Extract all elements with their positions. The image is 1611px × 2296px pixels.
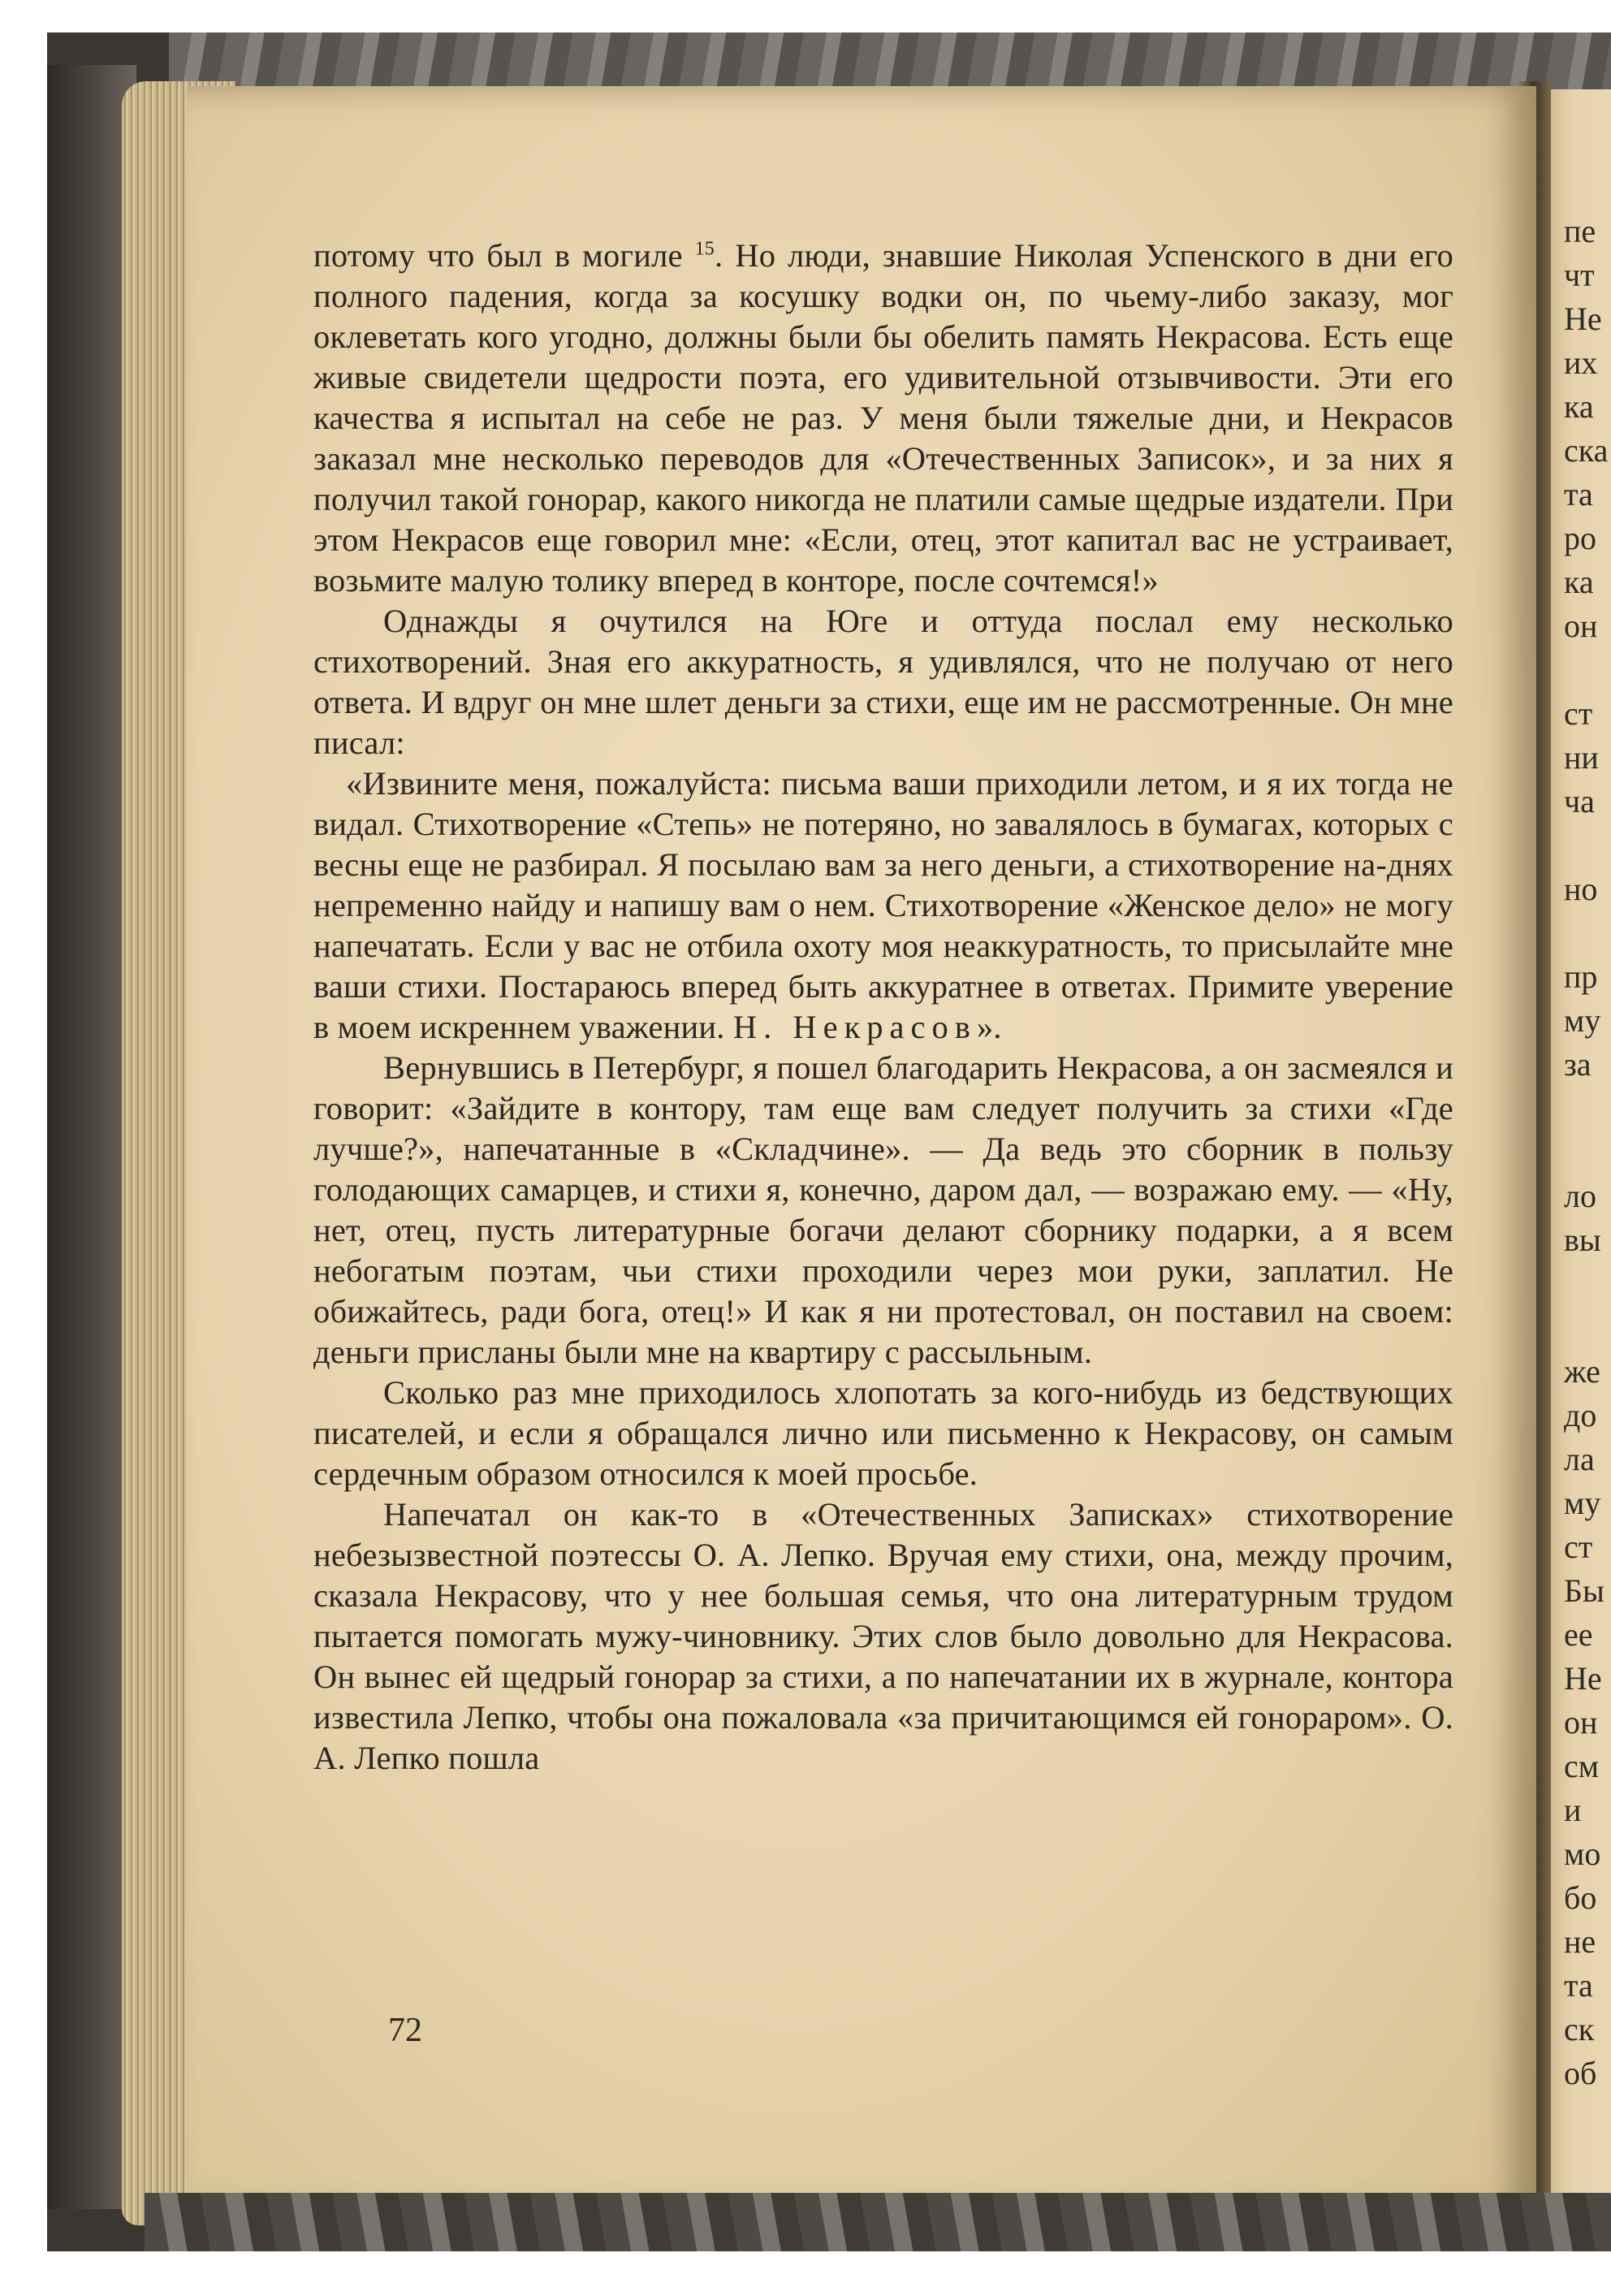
next-page-fragment: му — [1564, 1485, 1601, 1521]
paragraph-1 — [313, 236, 1453, 601]
next-page-fragment — [1564, 911, 1611, 955]
next-page-fragment: Бы — [1564, 1572, 1605, 1609]
next-page-fragment: но — [1564, 871, 1598, 907]
next-page-fragment: бо — [1564, 1879, 1597, 1916]
next-page-fragment — [1564, 1262, 1611, 1306]
next-page-fragment: ск — [1564, 2011, 1595, 2047]
next-page-fragment: пр — [1564, 958, 1598, 995]
next-page-fragment — [1564, 1306, 1611, 1350]
next-page-fragment: же — [1564, 1353, 1600, 1390]
next-page-fragment — [1564, 824, 1611, 867]
next-page-fragment: ка — [1564, 388, 1594, 425]
next-page-fragments — [1564, 210, 1611, 2091]
next-page-fragment — [1564, 1087, 1611, 1131]
next-page-fragment: ска — [1564, 432, 1609, 469]
next-page-fragment: он — [1564, 608, 1598, 644]
next-page-fragment: ро — [1564, 520, 1596, 556]
next-page-fragment: ни — [1564, 739, 1599, 776]
letter-quote — [313, 763, 1453, 1048]
next-page-fragment: та — [1564, 476, 1593, 512]
page-number: 72 — [388, 2012, 422, 2049]
next-page-fragment: ст — [1564, 1529, 1593, 1565]
next-page-fragment: ст — [1564, 695, 1593, 732]
next-page-fragment: см — [1564, 1748, 1600, 1784]
next-page-fragment: об — [1564, 2055, 1597, 2091]
next-page-fragment: их — [1564, 344, 1598, 381]
letter-end: ». — [976, 1009, 1002, 1045]
next-page-fragment: ее — [1564, 1616, 1593, 1653]
paragraph-4: Вернувшись в Петербург, я пошел благодарить Некрасова, а он засмеялся и говорит: «Зайдите в контору, там еще вам следует получить за стихи «Где лучше?», напечатанные в «Складчине». — Да ведь это сборник в пользу голодающих самарцев, и стихи я, конечно, даром дал, — возражаю ему. — «Ну, нет, отец, пусть литературные богачи делают сборнику подарки, а я всем небогатым поэтам, чьи стихи проходили через мои руки, заплатил. Не обижайтесь, ради бога, отец!» И как я ни протестовал, он поставил на своем: деньги присланы были мне на квартиру с рассыльным. — [313, 1049, 1453, 1370]
next-page-fragment: мо — [1564, 1836, 1601, 1872]
letter-signature: Н. Некрасов — [732, 1009, 977, 1045]
letter-text: «Извините меня, пожалуйста: письма ваши приходили летом, и я их тогда не видал. Стихотворение «Степь» не потеряно, но завалялось в бумагах, которых с весны еще не разбирал. Я посылаю вам за него деньги, а стихотворение на-днях непременно найду и напишу вам о нем. Стихотворение «Женское дело» не могу напечатать. Если у вас не отбила охоту моя неаккуратность, то присылайте мне ваши стихи. Постараюсь вперед быть аккуратнее в ответах. Примите уверение в моем искреннем уважении. — [313, 765, 1453, 1045]
cover-edge-bottom — [145, 2193, 1611, 2251]
next-page-fragment: и — [1564, 1792, 1582, 1828]
next-page-fragment: чт — [1564, 257, 1595, 293]
next-page-fragment: ла — [1564, 1441, 1595, 1477]
next-page-fragment: за — [1564, 1046, 1592, 1083]
next-page-fragment: ка — [1564, 564, 1594, 600]
next-page-fragment: он — [1564, 1704, 1598, 1740]
page-text — [313, 236, 1453, 1779]
next-page-fragment — [1564, 648, 1611, 692]
next-page-fragment: до — [1564, 1397, 1597, 1433]
next-page-fragment: му — [1564, 1002, 1601, 1039]
paragraph-1-start: потому что был в могиле — [313, 237, 695, 274]
next-page-fragment: ло — [1564, 1178, 1596, 1214]
paragraph-1-rest: . Но люди, знавшие Николая Успенского в дни его полного падения, когда за косушку водки он, по чьему-либо заказу, мог оклеветать кого угодно, должны были бы обелить память Некрасова. Есть еще живые свидетели щедрости поэта, его удивительной отзывчивости. Эти его качества я испытал на себе не раз. У меня были тяжелые дни, и Некрасов заказал мне несколько переводов для «Отечественных Записок», и за них я получил такой гонорар, какого никогда не платили самые щедрые издатели. При этом Некрасов еще говорил мне: «Если, отец, этот капитал вас не устраивает, возьмите малую толику вперед в конторе, после сочтемся!» — [313, 237, 1454, 599]
next-page-fragment: та — [1564, 1967, 1593, 2004]
next-page-fragment: пе — [1564, 213, 1596, 249]
paragraph-6: Напечатал он как-то в «Отечественных Записках» стихотворение небезызвестной поэтессы О. А. Лепко. Вручая ему стихи, она, между прочим, сказала Некрасову, что у нее большая семья, что она литературным трудом пытается помогать мужу-чиновнику. Этих слов было довольно для Некрасова. Он вынес ей щедрый гонорар за стихи, а по напечатании их в журнале, контора известила Лепко, чтобы она пожаловала «за причитающимся ей гонораром». О. А. Лепко пошла — [313, 1496, 1453, 1776]
next-page-fragment — [1564, 1131, 1611, 1174]
next-page-fragment: Не — [1564, 1660, 1602, 1697]
next-page-fragment: Не — [1564, 301, 1602, 337]
next-page-fragment: ча — [1564, 783, 1595, 819]
next-page-fragment: вы — [1564, 1222, 1601, 1258]
footnote-marker[interactable]: 15 — [694, 238, 715, 260]
next-page-fragment: не — [1564, 1923, 1596, 1960]
paragraph-5: Сколько раз мне приходилось хлопотать за кого-нибудь из бедствующих писателей, и если я обращался лично или письменно к Некрасову, он самым сердечным образом относился к моей просьбе. — [313, 1374, 1453, 1492]
paragraph-2: Однажды я очутился на Юге и оттуда послал ему несколько стихотворений. Зная его аккуратность, я удивлялся, что не получаю от него ответа. И вдруг он мне шлет деньги за стихи, еще им не рассмотренные. Он мне писал: — [313, 603, 1453, 761]
